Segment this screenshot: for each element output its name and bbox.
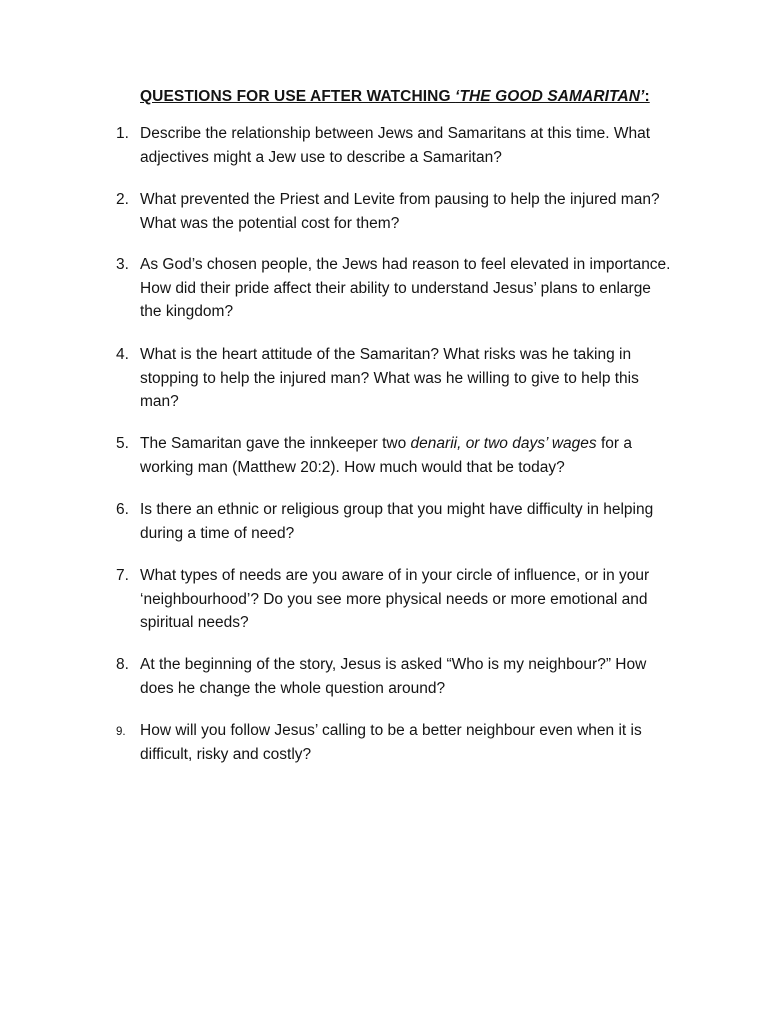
question-text: As God’s chosen people, the Jews had reason to feel elevated in importance. How did their pride affect their ability to understand Jesus’ plans to enlarge the kingdom? xyxy=(140,256,671,320)
question-7 xyxy=(116,564,676,635)
question-text-end: for a working man (Matthew 20:2). How much would that be today? xyxy=(140,435,632,476)
question-number: 5. xyxy=(116,435,129,452)
question-number: 9. xyxy=(116,726,126,738)
question-number: 3. xyxy=(116,256,129,273)
question-text: At the beginning of the story, Jesus is asked “Who is my neighbour?” How does he change the whole question around? xyxy=(140,656,647,697)
question-text: Describe the relationship between Jews and Samaritans at this time. What adjectives might a Jew use to describe a Samaritan? xyxy=(140,125,651,166)
question-number: 1. xyxy=(116,125,129,142)
question-text: What is the heart attitude of the Samaritan? What risks was he taking in stopping to help the injured man? What was he willing to give to help this man? xyxy=(140,346,639,410)
question-number: 2. xyxy=(116,191,129,208)
title-prefix: QUESTIONS FOR USE AFTER WATCHING xyxy=(140,88,456,105)
title-suffix: : xyxy=(644,88,650,105)
question-text: How will you follow Jesus’ calling to be a better neighbour even when it is difficult, risky and costly? xyxy=(140,722,642,763)
question-text: Is there an ethnic or religious group that you might have difficulty in helping during a time of need? xyxy=(140,501,654,542)
question-text xyxy=(140,432,676,479)
question-text: What prevented the Priest and Levite from pausing to help the injured man? What was the potential cost for them? xyxy=(140,191,660,232)
question-number: 4. xyxy=(116,346,129,363)
question-9 xyxy=(116,719,676,766)
question-1 xyxy=(116,122,676,169)
question-text: What types of needs are you aware of in your circle of influence, or in your ‘neighbourhood’? Do you see more physical needs or more emotional and spiritual needs? xyxy=(140,567,650,631)
question-6 xyxy=(116,498,676,545)
question-4 xyxy=(116,343,676,414)
question-number: 8. xyxy=(116,656,129,673)
title-film-name: ‘THE GOOD SAMARITAN’ xyxy=(455,88,645,105)
question-2 xyxy=(116,188,676,235)
question-number: 6. xyxy=(116,501,129,518)
document-title xyxy=(140,88,650,106)
question-3 xyxy=(116,253,676,324)
question-number: 7. xyxy=(116,567,129,584)
question-text-italic: denarii, or two days’ wages xyxy=(410,435,597,452)
question-text-start: The Samaritan gave the innkeeper two xyxy=(140,435,411,452)
question-8 xyxy=(116,653,676,700)
question-5 xyxy=(116,432,676,479)
